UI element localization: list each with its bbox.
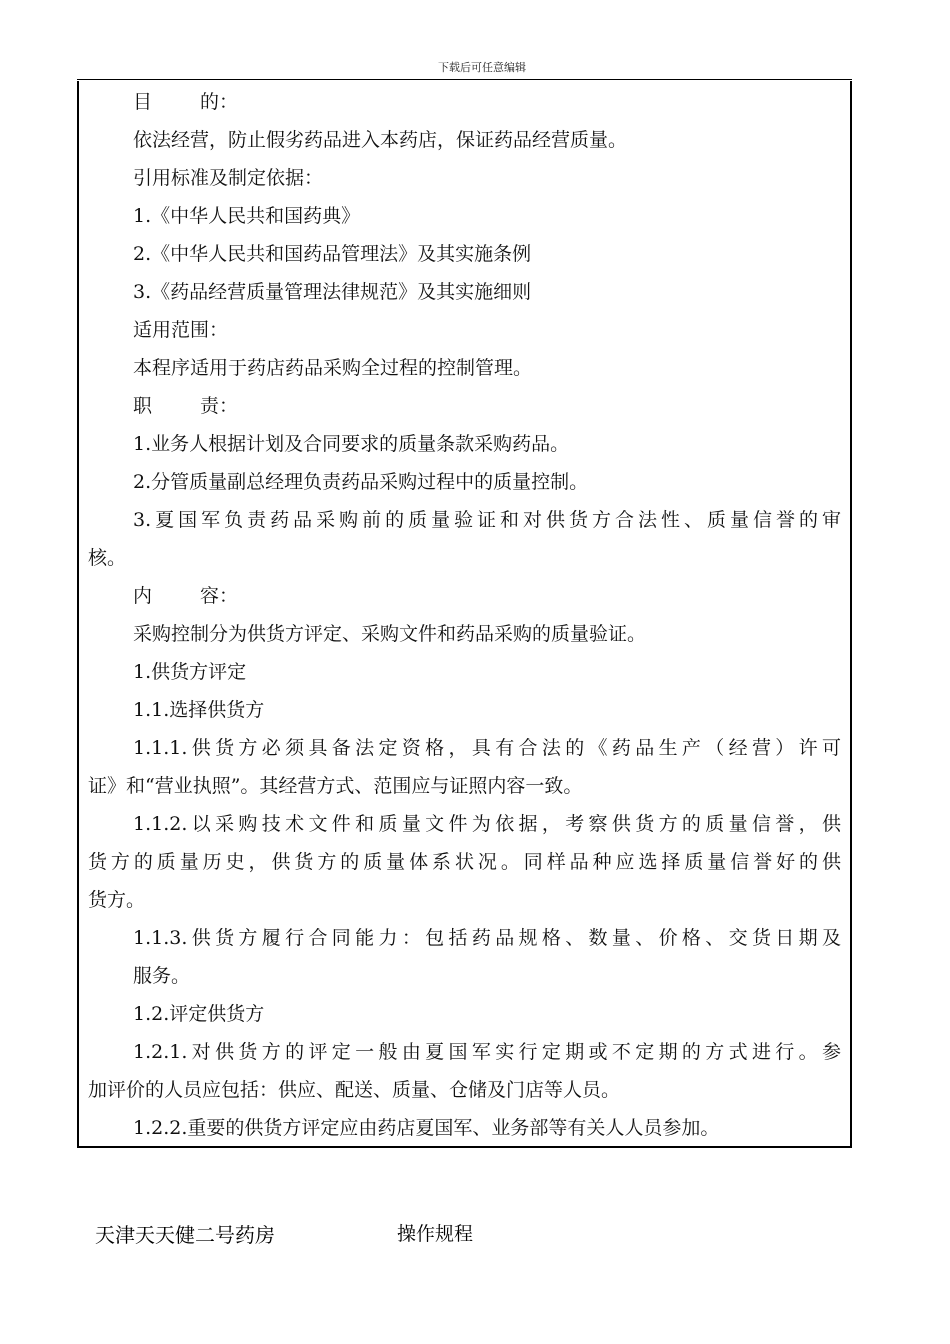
purpose-text: 依法经营，防止假劣药品进入本药店，保证药品经营质量。 [133,129,628,151]
section-1-2: 1.2.评定供货方 [133,1003,265,1025]
clause-1-1-1-line-2: 证》和“营业执照”。其经营方式、范围应与证照内容一致。 [88,775,583,797]
scope-heading: 适用范围： [133,319,229,341]
content-intro: 采购控制分为供货方评定、采购文件和药品采购的质量验证。 [133,623,647,645]
header-divider [77,79,852,80]
clause-1-2-1-line-1: 1.2.1.对供货方的评定一般由夏国军实行定期或不定期的方式进行。参 [133,1041,841,1063]
clause-1-1-1-line-1: 1.1.1.供货方必须具备法定资格，具有合法的《药品生产（经营）许可 [133,737,841,759]
duty-item-3-line-1: 3.夏国军负责药品采购前的质量验证和对供货方合法性、质量信誉的审 [133,509,841,531]
footer-document-type: 操作规程 [397,1223,474,1245]
clause-1-2-2: 1.2.2.重要的供货方评定应由药店夏国军、业务部等有关人人员参加。 [133,1117,720,1139]
reference-item-1: 1.《中华人民共和国药典》 [133,205,361,227]
clause-1-1-2-line-3: 货方。 [88,889,146,911]
purpose-heading: 目 的： [133,91,239,113]
duty-item-1: 1.业务人根据计划及合同要求的质量条款采购药品。 [133,433,570,455]
clause-1-1-3-line-2: 服务。 [133,965,191,987]
reference-item-3: 3.《药品经营质量管理法律规范》及其实施细则 [133,281,532,303]
section-1: 1.供货方评定 [133,661,247,683]
clause-1-1-2-line-1: 1.1.2.以采购技术文件和质量文件为依据，考察供货方的质量信誉，供 [133,813,841,835]
reference-heading: 引用标准及制定依据： [133,167,324,189]
duty-heading: 职 责： [133,395,239,417]
clause-1-1-2-line-2: 货方的质量历史，供货方的质量体系状况。同样品种应选择质量信誉好的供 [88,851,841,873]
footer-organization: 天津天天健二号药房 [95,1223,275,1247]
section-1-1: 1.1.选择供货方 [133,699,265,721]
reference-item-2: 2.《中华人民共和国药品管理法》及其实施条例 [133,243,532,265]
duty-item-2: 2.分管质量副总经理负责药品采购过程中的质量控制。 [133,471,589,493]
header-note: 下载后可任意编辑 [438,61,526,74]
clause-1-1-3-line-1: 1.1.3.供货方履行合同能力：包括药品规格、数量、价格、交货日期及 [133,927,841,949]
clause-1-2-1-line-2: 加评价的人员应包括：供应、配送、质量、仓储及门店等人员。 [88,1079,621,1101]
scope-text: 本程序适用于药店药品采购全过程的控制管理。 [133,357,533,379]
content-heading: 内 容： [133,585,239,607]
duty-item-3-line-2: 核。 [88,547,127,569]
